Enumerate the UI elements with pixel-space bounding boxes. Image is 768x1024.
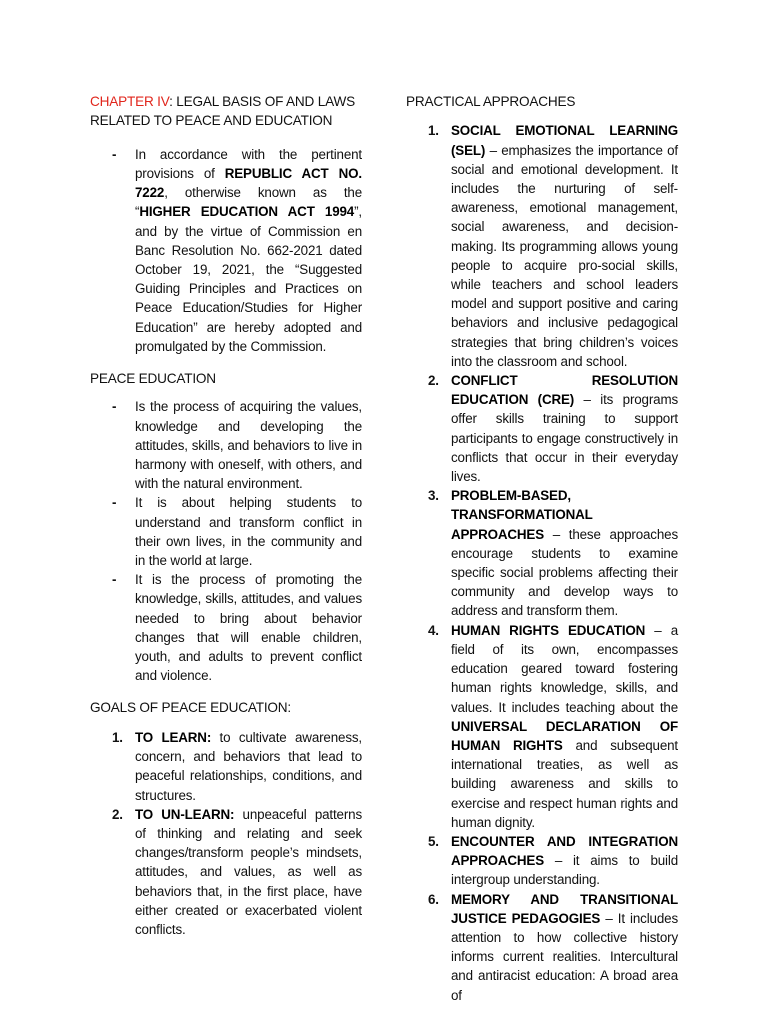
approach-text: – a field of its own, encompasses education geared toward fostering human rights knowledge, skills, and values. It includes teaching about the xyxy=(451,622,678,715)
list-item xyxy=(406,832,678,890)
approach-term: HUMAN RIGHTS EDUCATION xyxy=(451,622,646,638)
list-item xyxy=(406,486,678,620)
peace-bullet-text: Is the process of acquiring the values, knowledge and developing the attitudes, skills, and behaviors to live in harmony with oneself, with others, and with the natural environment. xyxy=(135,399,362,492)
approach-term: ENCOUNTER AND INTEGRATION APPROACHES xyxy=(451,833,678,869)
item-number: 3. xyxy=(428,488,439,504)
approach-term: MEMORY AND TRANSITIONAL JUSTICE PEDAGOGIES xyxy=(451,891,678,926)
intro-list xyxy=(90,145,362,356)
bullet-dash: - xyxy=(112,399,117,415)
chapter-title xyxy=(90,92,362,131)
left-column xyxy=(90,92,362,939)
item-number: 5. xyxy=(428,833,439,849)
approach-text: – its programs offer skills training to support participants to engage constructively in conflicts that occur in their everyday lives. xyxy=(451,392,678,485)
item-number: 1. xyxy=(428,123,439,139)
list-item xyxy=(90,493,362,570)
goal-term: TO LEARN: xyxy=(135,729,212,745)
peace-bullet-text: It is about helping students to understand and transform conflict in their own lives, in the community and in the world at large. xyxy=(135,495,362,569)
list-item xyxy=(406,621,678,832)
list-item xyxy=(90,570,362,685)
peace-education-heading: PEACE EDUCATION xyxy=(90,371,216,387)
list-item xyxy=(406,121,678,371)
goal-term: TO UN-LEARN: xyxy=(135,806,235,822)
approach-text: – these approaches encourage students to examine specific social problems affecting their community and develop ways to address and transform them. xyxy=(451,526,678,619)
goal-text: unpeaceful patterns of thinking and relating and seek changes/transform people’s mindsets, attitudes, and values, as well as behaviors that, in the first place, have either created or exacerbated violent conflicts. xyxy=(135,806,362,937)
peace-bullet-text: It is the process of promoting the knowledge, skills, attitudes, and values needed to bring about behavior changes that will enable children, youth, and adults to prevent conflict and violence. xyxy=(135,572,362,684)
goal-text: to cultivate awareness, concern, and behaviors that lead to peaceful relationships, conditions, and structures. xyxy=(135,729,362,803)
chapter-label: CHAPTER IV xyxy=(90,94,170,109)
approach-term: SOCIAL EMOTIONAL LEARNING (SEL) xyxy=(451,123,678,158)
list-item xyxy=(406,890,678,1005)
approach-text: – it aims to build intergroup understanding. xyxy=(451,853,678,888)
intro-text-2: , otherwise known as the “ xyxy=(135,185,362,220)
peace-education-list xyxy=(90,397,362,685)
goals-list xyxy=(90,728,362,939)
approach-term: PROBLEM-BASED, TRANSFORMATIONAL APPROACHES xyxy=(451,488,593,542)
approach-term: CONFLICT RESOLUTION EDUCATION (CRE) xyxy=(451,373,678,408)
list-item xyxy=(90,397,362,493)
approach-text: – It includes attention to how collective history informs current realities. Intercultural and antiracist education: A broad area of xyxy=(451,910,678,1003)
item-number: 2. xyxy=(428,373,439,389)
intro-text-3: ”, and by the virtue of Commission en Banc Resolution No. 662-2021 dated October 19, 2021, the “Suggested Guiding Principles and Practices on Peace Education/Studies for Higher Education” are hereby adopted and promulgated by the Commission. xyxy=(135,204,362,354)
list-item xyxy=(406,371,678,486)
list-item xyxy=(90,805,362,939)
bullet-dash: - xyxy=(112,495,117,511)
item-number: 4. xyxy=(428,622,439,638)
practical-approaches-heading: PRACTICAL APPROACHES xyxy=(406,94,576,109)
intro-text-1: In accordance with the pertinent provisions of xyxy=(135,146,362,182)
goals-heading: GOALS OF PEACE EDUCATION: xyxy=(90,699,291,715)
chapter-title-rest: : LEGAL BASIS OF AND LAWS RELATED TO PEACE AND EDUCATION xyxy=(90,94,355,129)
item-number: 6. xyxy=(428,891,439,907)
approach-text: – emphasizes the importance of social and emotional development. It includes the nurturing of self-awareness, emotional management, social awareness, and decision-making. Its programming allows young people to acquire pro-social skills, while teachers and school leaders model and support positive and caring behaviors and inclusive pedagogical strategies that bring children’s voices into the classroom and school. xyxy=(451,142,678,369)
list-item xyxy=(90,728,362,805)
approaches-list xyxy=(406,121,678,1004)
bullet-dash: - xyxy=(112,146,117,162)
approach-text-2: and subsequent international treaties, as well as building awareness and skills to exercise and respect human rights and human dignity. xyxy=(451,737,678,830)
item-number: 1. xyxy=(112,729,123,745)
republic-act-ref: REPUBLIC ACT NO. 7222 xyxy=(135,166,362,201)
item-number: 2. xyxy=(112,806,123,822)
higher-education-act-ref: HIGHER EDUCATION ACT 1994 xyxy=(139,204,355,220)
udhr-term: UNIVERSAL DECLARATION OF HUMAN RIGHTS xyxy=(451,718,678,753)
intro-paragraph xyxy=(90,145,362,356)
right-column xyxy=(406,92,678,1005)
bullet-dash: - xyxy=(112,572,117,588)
